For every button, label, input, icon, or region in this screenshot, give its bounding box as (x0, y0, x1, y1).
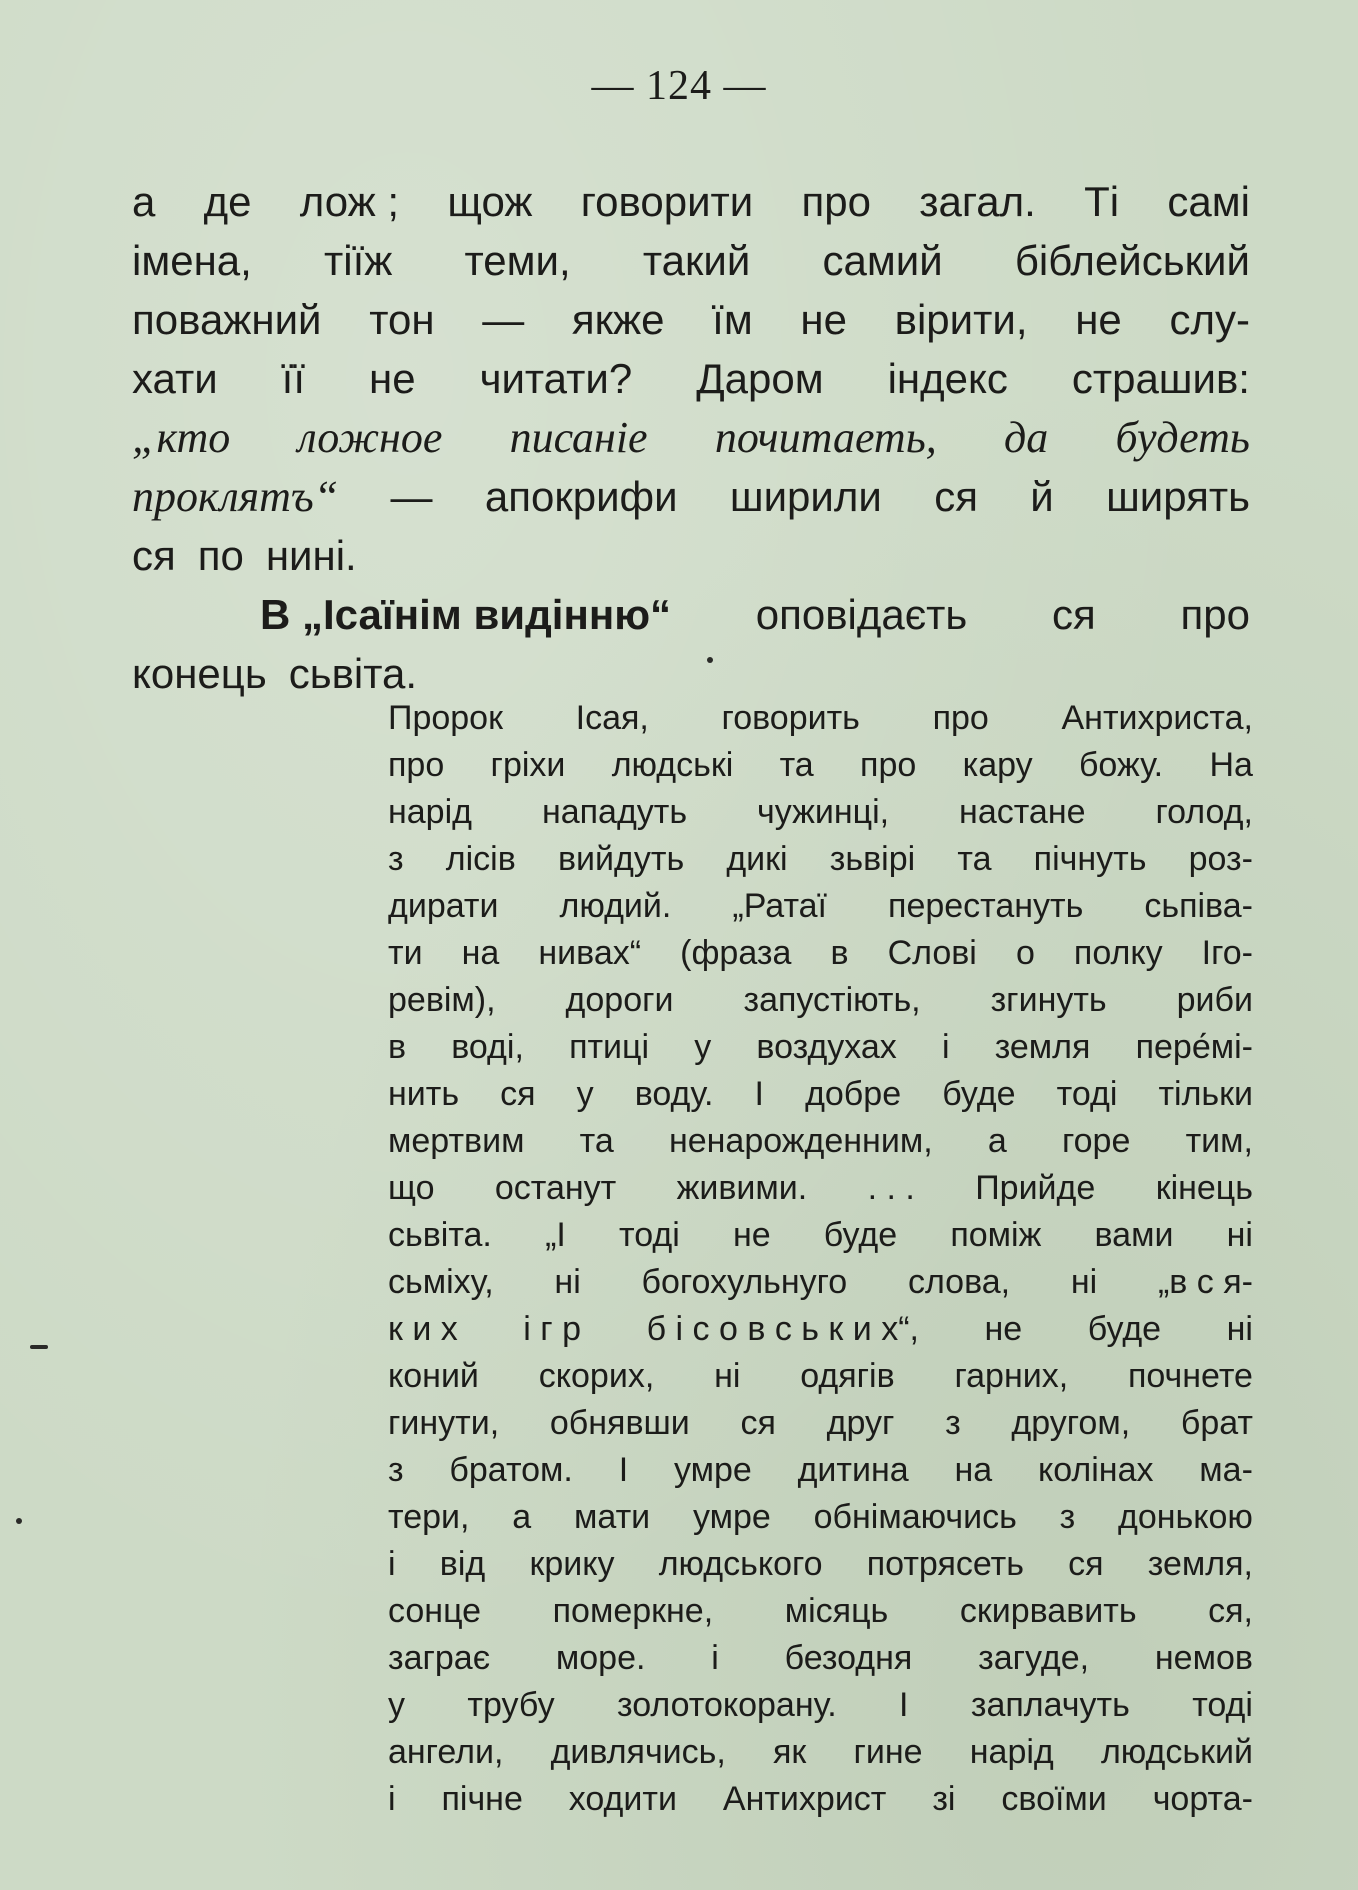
word: золотокорану. (617, 1686, 837, 1724)
word: загуде, (978, 1639, 1090, 1677)
quote-line (388, 1353, 1253, 1400)
word: тоді (619, 1216, 680, 1254)
word: роз- (1188, 840, 1253, 878)
main-line-7 (132, 526, 1250, 585)
word: сьвіта. (388, 1216, 492, 1254)
main-line-3 (132, 290, 1250, 349)
word: зі (932, 1780, 956, 1818)
print-speck (30, 1345, 48, 1349)
word: гріхи (490, 746, 566, 784)
main-line-5-italic (132, 408, 1250, 467)
word: і (388, 1780, 396, 1818)
word: самі (1167, 178, 1250, 225)
word: заграє (388, 1639, 491, 1677)
word: богохульнуго (641, 1263, 848, 1301)
word: пічне (441, 1780, 523, 1818)
word: її (281, 355, 306, 402)
word: ангели, (388, 1733, 504, 1771)
word: добре (805, 1075, 902, 1113)
word: людського (658, 1545, 823, 1583)
word: трубу (467, 1686, 555, 1724)
word: говорить (721, 699, 860, 737)
word: тіїж (324, 237, 393, 284)
word: тери, (388, 1498, 470, 1536)
quote-line (388, 1541, 1253, 1588)
word: Даром (696, 355, 824, 402)
word: індекс (887, 355, 1008, 402)
word: у (576, 1075, 594, 1113)
word: та (579, 1122, 614, 1160)
word: Антихрист (722, 1780, 887, 1818)
word: сьвіта. (288, 650, 418, 697)
quote-line (388, 1071, 1253, 1118)
word: — (390, 473, 433, 520)
word: людий. (559, 887, 672, 925)
word: гине (853, 1733, 923, 1771)
main-line-2 (132, 231, 1250, 290)
main-line-8 (132, 585, 1250, 644)
word: чужинці, (757, 793, 890, 831)
word: сьпіва- (1144, 887, 1253, 925)
word: обнявши (549, 1404, 690, 1442)
word: — (482, 296, 525, 343)
word: дирати (388, 887, 499, 925)
word: воздухах (756, 1028, 897, 1066)
word: ні (1226, 1216, 1253, 1254)
word: нивах“ (538, 934, 642, 972)
word: загал. (919, 178, 1036, 225)
word: буде (823, 1216, 898, 1254)
word: нарід (388, 793, 472, 831)
word: а (512, 1498, 532, 1536)
word: ревім), (388, 981, 496, 1019)
word: настане (959, 793, 1086, 831)
word: птиці (569, 1028, 650, 1066)
word: на (461, 934, 500, 972)
word: оповідаєть (755, 591, 968, 638)
word: сьміху, (388, 1263, 494, 1301)
quote-line (388, 1259, 1253, 1306)
word: Іго- (1201, 934, 1253, 972)
quote-line (388, 742, 1253, 789)
word: воду. (634, 1075, 714, 1113)
word: будеть (1115, 413, 1250, 462)
word: другом, (1011, 1404, 1131, 1442)
print-speck (16, 1518, 22, 1524)
word: дикі (726, 840, 788, 878)
word: якже (571, 296, 665, 343)
word: ні (1226, 1310, 1253, 1348)
word: померкне, (552, 1592, 714, 1630)
word: о (1015, 934, 1035, 972)
word: скирвавить (959, 1592, 1137, 1630)
word: лож ; (299, 178, 400, 225)
word: І (618, 1451, 629, 1489)
word: гинути, (388, 1404, 500, 1442)
word: І (754, 1075, 764, 1113)
word: ложное (297, 413, 443, 462)
word: кінець (1155, 1169, 1253, 1207)
word: ненарожденним, (668, 1122, 933, 1160)
word: і г р (523, 1310, 582, 1348)
quote-line (388, 1165, 1253, 1212)
word: горе (1061, 1122, 1131, 1160)
main-line-6 (132, 467, 1250, 526)
word: де (203, 178, 252, 225)
quote-block (388, 695, 1253, 1823)
word: в (388, 1028, 407, 1066)
word: своїми (1001, 1780, 1107, 1818)
word: лісів (445, 840, 516, 878)
word: обнімаючись (813, 1498, 1017, 1536)
word: в (830, 934, 849, 972)
word: чорта- (1152, 1780, 1253, 1818)
word: крику (529, 1545, 615, 1583)
word: з (1059, 1498, 1076, 1536)
word: ся (1052, 591, 1096, 638)
word: а (987, 1122, 1007, 1160)
word: друг (826, 1404, 895, 1442)
word: братом. (449, 1451, 573, 1489)
word: такий (642, 237, 751, 284)
word: умре (673, 1451, 752, 1489)
word: риби (1176, 981, 1253, 1019)
word: почнете (1127, 1357, 1253, 1395)
page-number: — 124 — (591, 63, 767, 109)
word: біблейський (1014, 237, 1250, 284)
quote-line (388, 1212, 1253, 1259)
word: з (388, 840, 404, 878)
section-title: В „Ісаїнім видінню“ (260, 591, 672, 638)
quote-line (388, 789, 1253, 836)
word: ся (132, 532, 176, 579)
word: на (954, 1451, 993, 1489)
word: читати? (479, 355, 633, 402)
word: як (773, 1733, 807, 1771)
word: про (1180, 591, 1250, 638)
word: ширили (729, 473, 882, 520)
word: вийдуть (557, 840, 685, 878)
word: Ті (1084, 178, 1120, 225)
main-line-1 (132, 172, 1250, 231)
word: мертвим (388, 1122, 525, 1160)
quote-line (388, 1776, 1253, 1823)
word: у (694, 1028, 712, 1066)
word: Слові (887, 934, 977, 972)
word: брат (1180, 1404, 1253, 1442)
word: безодня (784, 1639, 913, 1677)
word: ні (714, 1357, 741, 1395)
word: скорих, (538, 1357, 655, 1395)
quote-line (388, 1306, 1253, 1353)
word: та (957, 840, 992, 878)
word: страшив: (1071, 355, 1250, 402)
word: нападуть (541, 793, 688, 831)
word: поважний (132, 296, 322, 343)
word: від (439, 1545, 486, 1583)
word: перестануть (888, 887, 1084, 925)
word: море. (555, 1639, 646, 1677)
quote-line (388, 1729, 1253, 1776)
quote-line (388, 977, 1253, 1024)
word: Антихриста, (1061, 699, 1253, 737)
word: (фраза (680, 934, 792, 972)
word: живими. (676, 1169, 808, 1207)
word: дитина (797, 1451, 909, 1489)
word: заплачуть (970, 1686, 1130, 1724)
word: про (860, 746, 917, 784)
word: божу. (1078, 746, 1164, 784)
word: воді, (451, 1028, 524, 1066)
main-line-4 (132, 349, 1250, 408)
word: На (1209, 746, 1253, 784)
word: ся (740, 1404, 776, 1442)
word: не (369, 355, 416, 402)
word: тим, (1185, 1122, 1253, 1160)
word: кару (962, 746, 1033, 784)
word: місяць (784, 1592, 889, 1630)
word: і (388, 1545, 396, 1583)
word: конець (132, 650, 267, 697)
word: імена, (132, 237, 252, 284)
word: І (899, 1686, 909, 1724)
word: умре (692, 1498, 771, 1536)
word: не (1075, 296, 1122, 343)
quote-line (388, 1118, 1253, 1165)
word: земля, (1147, 1545, 1253, 1583)
word: нині. (265, 532, 357, 579)
word: та (779, 746, 814, 784)
word: колінах (1037, 1451, 1154, 1489)
word: ся (500, 1075, 536, 1113)
word: у (388, 1686, 405, 1724)
quote-line (388, 1588, 1253, 1635)
word: сонце (388, 1592, 482, 1630)
word: ся, (1208, 1592, 1253, 1630)
word: потрясеть (866, 1545, 1024, 1583)
word: почитаеть, (714, 413, 937, 462)
word: „кто (132, 413, 231, 462)
word: слова, (907, 1263, 1011, 1301)
word: говорити (580, 178, 754, 225)
word: Прийде (975, 1169, 1096, 1207)
quote-line (388, 930, 1253, 977)
word: і (941, 1028, 950, 1066)
word: дивлячись, (550, 1733, 726, 1771)
word: Пророк (388, 699, 503, 737)
word: тільки (1158, 1075, 1253, 1113)
word: й (1030, 473, 1054, 520)
word: щож (447, 178, 533, 225)
word: . . . (867, 1169, 915, 1207)
word: згинуть (990, 981, 1107, 1019)
word: одягів (800, 1357, 895, 1395)
word: да (1003, 413, 1049, 462)
word: що (388, 1169, 435, 1207)
quote-line (388, 836, 1253, 883)
word: нить (388, 1075, 460, 1113)
word: не (800, 296, 847, 343)
word: голод, (1155, 793, 1253, 831)
quote-line (388, 695, 1253, 742)
word: пічнуть (1033, 840, 1147, 878)
word: а (132, 178, 156, 225)
word: не (732, 1216, 771, 1254)
word: запустіють, (743, 981, 921, 1019)
word: про (932, 699, 989, 737)
word: Ісая, (575, 699, 649, 737)
word: по (197, 532, 244, 579)
word: ширять (1106, 473, 1250, 520)
word: мати (574, 1498, 651, 1536)
word: хати (132, 355, 218, 402)
quote-line (388, 1494, 1253, 1541)
word: вірити, (894, 296, 1028, 343)
word: дороги (565, 981, 674, 1019)
word: прокляmъ“ (132, 472, 339, 521)
word: тоді (1192, 1686, 1253, 1724)
word: вами (1094, 1216, 1174, 1254)
word: нарід (969, 1733, 1054, 1771)
word: полку (1073, 934, 1163, 972)
word: буде (942, 1075, 1016, 1113)
quote-line (388, 883, 1253, 930)
word: теми, (464, 237, 571, 284)
word: немов (1154, 1639, 1253, 1677)
word: к и х (388, 1310, 458, 1348)
word: тон (369, 296, 435, 343)
word: „в с я- (1157, 1263, 1253, 1301)
word: з (388, 1451, 404, 1489)
word: слу- (1169, 296, 1250, 343)
word: ся (1068, 1545, 1104, 1583)
word: гарних, (954, 1357, 1069, 1395)
word: писаніе (509, 413, 648, 462)
word: ма- (1199, 1451, 1253, 1489)
main-text (132, 172, 1250, 703)
word: тоді (1056, 1075, 1118, 1113)
word: про (388, 746, 445, 784)
word: донькою (1118, 1498, 1253, 1536)
word: ні (1070, 1263, 1098, 1301)
word: ти (388, 934, 423, 972)
word: буде (1087, 1310, 1162, 1348)
quote-line (388, 1024, 1253, 1071)
quote-line (388, 1682, 1253, 1729)
word: людський (1100, 1733, 1253, 1771)
word: з (945, 1404, 961, 1442)
word: апокрифи (484, 473, 678, 520)
word: їм (712, 296, 753, 343)
word: зьвірі (829, 840, 916, 878)
word: ні (554, 1263, 581, 1301)
word: і (711, 1639, 719, 1677)
word: „Ратаї (732, 887, 827, 925)
word: б і с о в с ь к и х“, (646, 1310, 919, 1348)
word: поміж (950, 1216, 1042, 1254)
quote-line (388, 1447, 1253, 1494)
word: про (801, 178, 871, 225)
quote-line (388, 1400, 1253, 1447)
word: не (984, 1310, 1023, 1348)
word: самий (822, 237, 943, 284)
word: людські (611, 746, 734, 784)
quote-line (388, 1635, 1253, 1682)
word: останут (494, 1169, 617, 1207)
word: пере́мі- (1135, 1028, 1253, 1066)
word: коний (388, 1357, 479, 1395)
print-speck (707, 657, 713, 663)
word: ся (934, 473, 978, 520)
word: земля (994, 1028, 1091, 1066)
word: ходити (568, 1780, 677, 1818)
word: „І (545, 1216, 566, 1254)
